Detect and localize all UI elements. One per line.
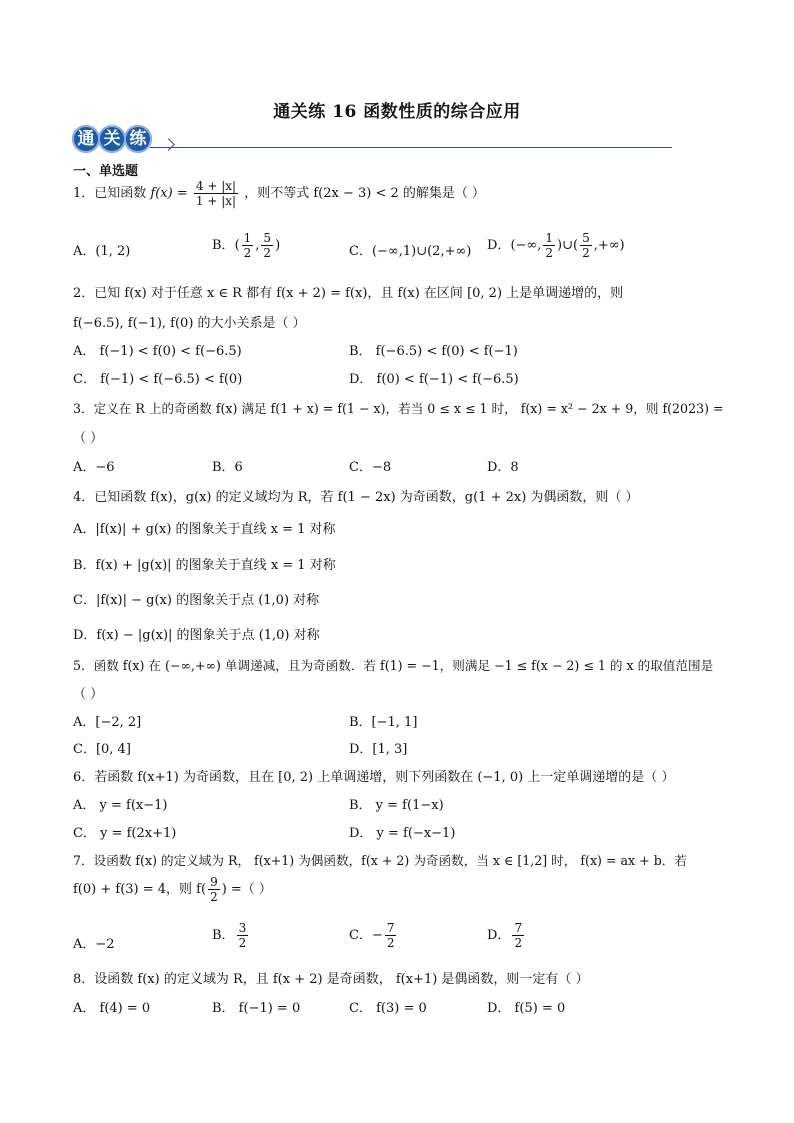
q3-option-d: D．8 [487,460,519,475]
q2-option-d: D． f(0) < f(−1) < f(−6.5) [349,372,519,387]
q3-option-c: C．−8 [349,460,392,475]
q2-stem-line1: 2．已知 f(x) 对于任意 x ∈ R 都有 f(x + 2) = f(x)，且 f(x) 在区间 [0, 2) 上是单调递增的，则 [73,286,624,301]
q3-option-a: A．−6 [73,460,115,475]
q7-option-d [487,922,526,949]
q1-stem-pre: 1．已知函数 [73,186,147,201]
q7-b-frac [237,922,249,949]
q5-stem-line1: 5．函数 f(x) 在 (−∞,+∞) 单调递减，且为奇函数．若 f(1) = −1，则满足 −1 ≤ f(x − 2) ≤ 1 的 x 的取值范围是 [73,658,714,673]
q1-d-frac1 [543,232,555,259]
q1-d-label: D． [487,238,511,253]
q7-c-frac [385,922,397,949]
q1-d-n1: 1 [545,231,554,245]
q7-b-den: 2 [238,936,247,950]
q1-d-post: ,+∞) [593,238,625,253]
q1-b-label: B． [212,238,235,253]
q8-option-b: B． f(−1) = 0 [212,1001,301,1016]
q7-line2-post: ) =（ ） [221,882,272,897]
q7-option-b [212,922,250,949]
q1-b-d2: 2 [263,246,272,260]
q1-d-pre: (−∞, [510,238,542,253]
q1-b-frac1 [242,232,254,259]
q1-option-d [487,232,625,259]
q7-d-den: 2 [514,936,523,950]
q7-d-num: 7 [514,921,523,935]
q5-option-d: D．[1, 3] [349,742,408,757]
q1-option-a: A．(1, 2) [73,244,131,259]
q4-option-b: B．f(x) + |g(x)| 的图象关于直线 x = 1 对称 [73,558,336,573]
q7-b-num: 3 [238,921,247,935]
q7-option-c [349,922,398,949]
q7-b-label: B． [212,928,235,943]
q7-c-den: 2 [386,936,395,950]
q1-b-d1: 2 [243,246,252,260]
q2-option-b: B． f(−6.5) < f(0) < f(−1) [349,344,518,359]
q1-fx: f(x) = [150,186,188,201]
q1-stem-post: ，则不等式 f(2x − 3) < 2 的解集是（ ） [244,186,485,201]
q8-option-c: C． f(3) = 0 [349,1001,427,1016]
section-logo [72,124,150,154]
q1-stem [73,180,485,207]
q6-option-c: C． y = f(2x+1) [73,826,177,841]
q7-frac-den: 2 [210,890,218,904]
q8-option-d: D． f(5) = 0 [487,1001,566,1016]
q5-option-b: B．[−1, 1] [349,715,418,730]
q1-frac-den: 1 + |x| [195,194,237,208]
q2-option-c: C． f(−1) < f(−6.5) < f(0) [73,372,243,387]
q7-c-label: C．− [349,928,383,943]
q7-option-a: A．−2 [73,937,115,952]
q6-option-b: B． y = f(1−x) [349,798,444,813]
logo-char-2: 关 [98,125,126,153]
q1-fraction [194,180,238,207]
q7-frac [208,876,220,903]
q1-option-c: C．(−∞,1)∪(2,+∞) [349,244,472,259]
header-divider [150,147,672,148]
q3-stem-line2: （ ） [73,431,104,446]
q7-stem-line2 [73,876,272,903]
q1-d-n2: 5 [582,231,590,245]
q8-stem-line1: 8．设函数 f(x) 的定义域为 R，且 f(x + 2) 是奇函数， f(x+1) 是偶函数，则一定有（ ） [73,972,589,987]
q1-d-d2: 2 [582,246,590,260]
q4-option-c: C．|f(x)| − g(x) 的图象关于点 (1,0) 对称 [73,593,320,608]
q2-option-a: A． f(−1) < f(0) < f(−6.5) [73,344,242,359]
q7-stem-line1: 7．设函数 f(x) 的定义域为 R， f(x+1) 为偶函数，f(x + 2) 为奇函数，当 x ∈ [1,2] 时， f(x) = ax + b．若 [73,853,687,868]
q4-option-d: D．f(x) − |g(x)| 的图象关于点 (1,0) 对称 [73,628,320,643]
q1-d-mid: )∪( [557,238,579,253]
q1-d-frac2 [580,232,592,259]
q6-option-a: A． y = f(x−1) [73,798,168,813]
q5-stem-line2: （ ） [73,687,104,702]
q7-d-label: D． [487,928,511,943]
section-heading: 一、单选题 [73,164,139,179]
logo-char-3: 练 [124,125,152,153]
q5-option-a: A．[−2, 2] [73,715,142,730]
q1-b-n1: 1 [243,231,252,245]
q1-d-d1: 2 [545,246,554,260]
logo-char-1: 通 [72,125,100,153]
q7-d-frac [512,922,524,949]
page-title: 通关练 16 函数性质的综合应用 [273,102,521,122]
q7-c-num: 7 [386,921,395,935]
q6-option-d: D． y = f(−x−1) [349,826,456,841]
q4-option-a: A．|f(x)| + g(x) 的图象关于直线 x = 1 对称 [73,522,336,537]
q1-b-frac2 [261,232,273,259]
q7-frac-num: 9 [210,875,218,889]
q5-option-c: C．[0, 4] [73,742,131,757]
q7-line2-pre: f(0) + f(3) = 4，则 f( [73,882,207,897]
q3-option-b: B．6 [212,460,243,475]
q1-b-n2: 5 [263,231,272,245]
q2-stem-line2: f(−6.5), f(−1), f(0) 的大小关系是（ ） [73,316,306,331]
q1-frac-num: 4 + |x| [195,179,237,193]
q3-stem-line1: 3．定义在 R 上的奇函数 f(x) 满足 f(1 + x) = f(1 − x)，若当 0 ≤ x ≤ 1 时， f(x) = x² − 2x + 9，则 f(2023) = [73,401,724,416]
q4-stem-line1: 4．已知函数 f(x)，g(x) 的定义域均为 R，若 f(1 − 2x) 为奇函数，g(1 + 2x) 为偶函数，则（ ） [73,490,639,505]
q1-option-b: B．( $\frac{1}{2}$ , $\frac{5}{2}$ ) [212,231,281,260]
q6-stem-line1: 6．若函数 f(x+1) 为奇函数，且在 [0, 2) 上单调递增，则下列函数在 (−1, 0) 上一定单调递增的是（ ） [73,770,675,785]
logo-decoration [162,138,175,151]
q8-option-a: A． f(4) = 0 [73,1001,151,1016]
